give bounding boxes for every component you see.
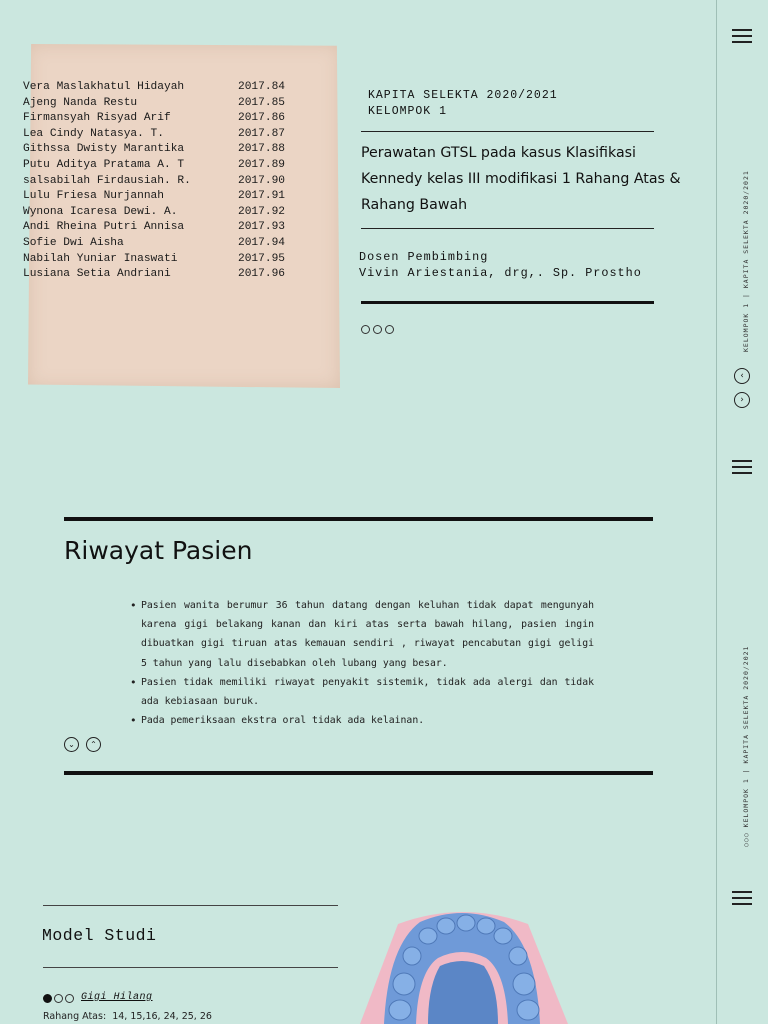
member-id: 2017.89 xyxy=(238,158,285,171)
member-name: Lea Cindy Natasya. T. xyxy=(23,127,164,140)
hamburger-menu-icon[interactable] xyxy=(732,460,752,476)
divider xyxy=(43,967,338,968)
divider-thick xyxy=(361,301,654,304)
list-item xyxy=(23,189,285,205)
member-id: 2017.93 xyxy=(238,221,285,234)
section-divider-bottom xyxy=(64,771,653,775)
list-item xyxy=(23,142,285,158)
member-id: 2017.90 xyxy=(238,174,285,187)
list-item xyxy=(23,205,285,221)
member-roster xyxy=(23,80,285,283)
member-id: 2017.86 xyxy=(238,112,285,125)
course-label xyxy=(368,88,558,120)
course-name: KAPITA SELEKTA 2020/2021 xyxy=(368,89,558,102)
chevron-right-icon[interactable]: › xyxy=(734,392,750,408)
divider xyxy=(43,905,338,906)
member-name: Sofie Dwi Aisha xyxy=(23,236,124,249)
member-id: 2017.87 xyxy=(238,127,285,140)
member-id: 2017.95 xyxy=(238,252,285,265)
list-item: • Pasien tidak memiliki riwayat penyakit sistemik, tidak ada alergi dan tidak ada kebiasaan buruk. xyxy=(130,673,594,711)
member-name: salsabilah Firdausiah. R. xyxy=(23,174,191,187)
list-item xyxy=(23,127,285,143)
sidebar-divider xyxy=(716,0,717,1024)
list-item: • Pasien wanita berumur 36 tahun datang dengan keluhan tidak dapat mengunyah karena gigi belakang kanan dan kiri atas serta bawah hilang, pasien ingin dibuatkan gigi tiruan atas kemauan sendiri , riwayat pencabutan gigi geligi 5 tahun yang lalu disebabkan oleh lubang yang besar. xyxy=(130,596,594,673)
sidebar-vertical-label: KELOMPOK 1 | KAPITA SELEKTA 2020/2021 xyxy=(742,170,750,352)
list-item xyxy=(23,267,285,283)
upper-teeth-values: 14, 15,16, 24, 25, 26 xyxy=(112,1011,212,1022)
advisor-name: Vivin Ariestania, drg,. Sp. Prostho xyxy=(359,266,642,280)
list-item xyxy=(23,80,285,96)
member-name: Lusiana Setia Andriani xyxy=(23,268,171,281)
hamburger-menu-icon[interactable] xyxy=(732,29,752,45)
dot-icon xyxy=(65,994,74,1003)
divider xyxy=(361,228,654,229)
hamburger-menu-icon[interactable] xyxy=(732,891,752,907)
dot-icon xyxy=(385,325,394,334)
sidebar-vertical-label-2: ○○○ KELOMPOK 1 | KAPITA SELEKTA 2020/2021 xyxy=(742,645,750,847)
dot-icon xyxy=(373,325,382,334)
member-name: Andi Rheina Putri Annisa xyxy=(23,221,185,234)
progress-dots-icon xyxy=(43,994,74,1003)
member-id: 2017.94 xyxy=(238,236,285,249)
missing-teeth-link[interactable]: Gigi Hilang xyxy=(81,992,153,1003)
model-title: Model Studi xyxy=(42,926,157,945)
chevron-down-icon[interactable]: ⌄ xyxy=(64,737,79,752)
dot-icon xyxy=(54,994,63,1003)
divider xyxy=(361,131,654,132)
history-list xyxy=(130,596,594,730)
list-item xyxy=(23,96,285,112)
list-item xyxy=(23,220,285,236)
member-name: Firmansyah Risyad Arif xyxy=(23,112,171,125)
advisor-label: Dosen Pembimbing xyxy=(359,250,489,264)
member-id: 2017.92 xyxy=(238,205,285,218)
upper-teeth-row xyxy=(43,1011,212,1022)
advisor-block xyxy=(359,249,642,281)
list-item: • Pada pemeriksaan ekstra oral tidak ada kelainan. xyxy=(130,711,594,730)
list-item xyxy=(23,174,285,190)
member-id: 2017.84 xyxy=(238,81,285,93)
member-id: 2017.88 xyxy=(238,143,285,156)
list-item xyxy=(23,111,285,127)
upper-jaw-label: Rahang Atas: xyxy=(43,1011,107,1022)
member-name: Lulu Friesa Nurjannah xyxy=(23,190,164,203)
dot-icon xyxy=(43,994,52,1003)
slide-dots-icon xyxy=(361,325,394,334)
member-name: Vera Maslakhatul Hidayah xyxy=(23,81,185,93)
section-title: Riwayat Pasien xyxy=(64,536,253,565)
list-item xyxy=(23,252,285,268)
dental-model-image xyxy=(358,906,568,1024)
list-item xyxy=(23,158,285,174)
member-name: Githssa Dwisty Marantika xyxy=(23,143,185,156)
member-id: 2017.96 xyxy=(238,268,285,281)
member-name: Nabilah Yuniar Inaswati xyxy=(23,252,178,265)
presentation-title: Perawatan GTSL pada kasus Klasifikasi Kennedy kelas III modifikasi 1 Rahang Atas & Rahang Bawah xyxy=(361,145,681,213)
group-name: KELOMPOK 1 xyxy=(368,105,448,118)
member-name: Wynona Icaresa Dewi. A. xyxy=(23,205,178,218)
member-name: Ajeng Nanda Restu xyxy=(23,96,138,109)
chevron-left-icon[interactable]: ‹ xyxy=(734,368,750,384)
section-divider-top xyxy=(64,517,653,521)
member-name: Putu Aditya Pratama A. T xyxy=(23,158,185,171)
member-id: 2017.85 xyxy=(238,96,285,109)
sidebar-dots-icon: ○○○ xyxy=(742,827,750,847)
member-id: 2017.91 xyxy=(238,190,285,203)
chevron-up-icon[interactable]: ⌃ xyxy=(86,737,101,752)
list-item xyxy=(23,236,285,252)
dot-icon xyxy=(361,325,370,334)
